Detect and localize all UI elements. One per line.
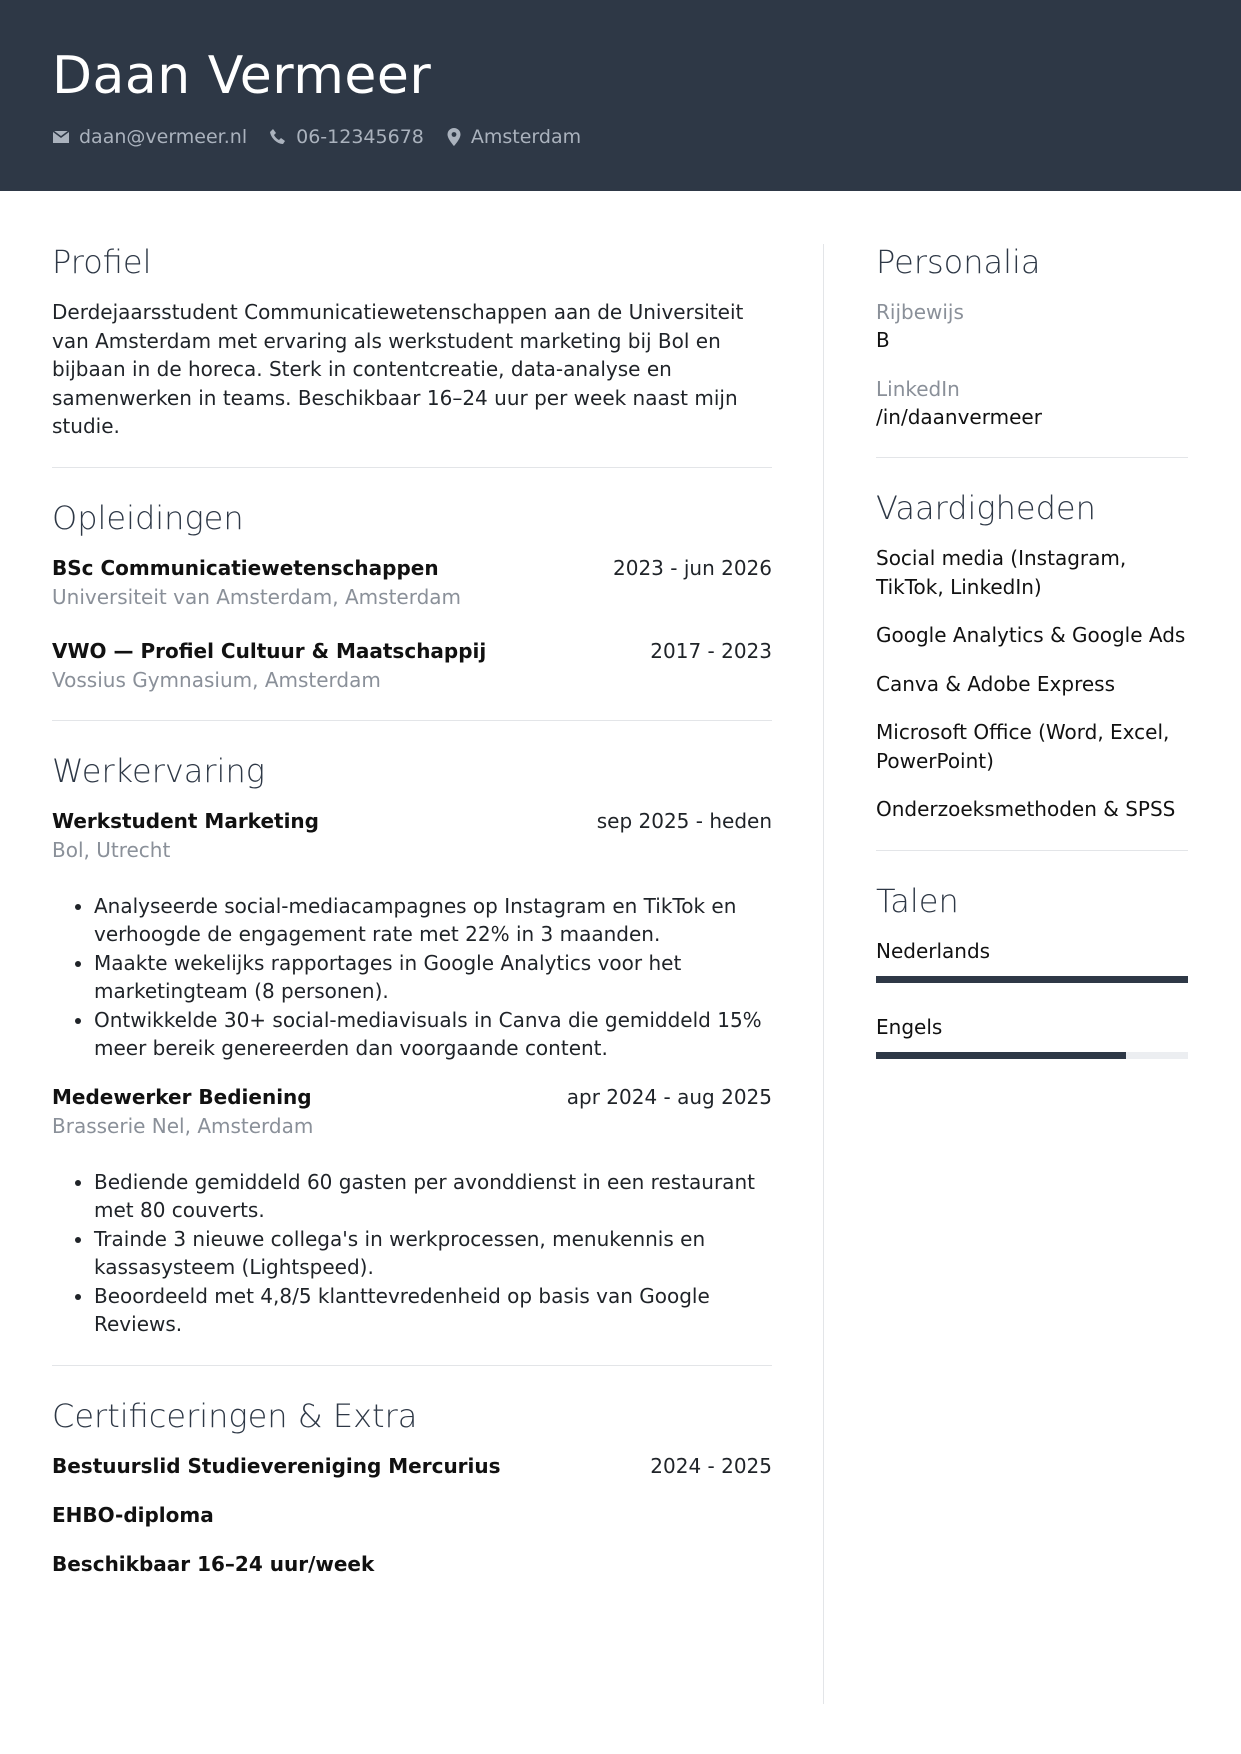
experience-entry: [52, 807, 772, 1063]
education-section: [52, 500, 772, 694]
education-institution: Vossius Gymnasium, Amsterdam: [52, 667, 381, 692]
job-bullet: • Trainde 3 nieuwe collega's in werkprocessen, menukennis en kassasysteem (Lightspeed).: [94, 1225, 772, 1282]
profile-section: [52, 244, 772, 441]
job-bullet: • Ontwikkelde 30+ social-mediavisuals in Canva die gemiddeld 15% meer bereik genereerden dan voorgaande content.: [94, 1006, 772, 1063]
job-bullet: • Analyseerde social-mediacampagnes op Instagram en TikTok en verhoogde de engagement rate met 22% in 3 maanden.: [94, 892, 772, 949]
section-title-education: Opleidingen: [52, 498, 244, 537]
header: [0, 0, 1241, 191]
job-bullets: [52, 892, 772, 1063]
language-level-fill: [876, 976, 1188, 983]
side-column: [876, 244, 1188, 1089]
job-title: Medewerker Bediening: [52, 1084, 312, 1109]
skill-item: Onderzoeksmethoden & SPSS: [876, 797, 1176, 821]
education-title: VWO — Profiel Cultuur & Maatschappij: [52, 638, 487, 663]
phone-icon: [269, 128, 287, 146]
contact-row: [52, 126, 1189, 148]
job-bullets: [52, 1168, 772, 1339]
section-title-profile: Profiel: [52, 243, 152, 281]
section-title-experience: Werkervaring: [52, 751, 265, 790]
education-entry: [52, 554, 772, 611]
language-level-bar: [876, 1052, 1188, 1059]
candidate-name: Daan Vermeer: [52, 46, 432, 106]
job-date: apr 2024 - aug 2025: [566, 1084, 772, 1109]
education-institution: Universiteit van Amsterdam, Amsterdam: [52, 584, 462, 609]
personalia-section: [876, 244, 1188, 431]
education-entry: [52, 637, 772, 694]
contact-location: [446, 126, 581, 148]
job-employer: Bol, Utrecht: [52, 837, 171, 862]
skill-item: Google Analytics & Google Ads: [876, 623, 1186, 647]
email-text[interactable]: daan@vermeer.nl: [79, 126, 248, 148]
field-label: LinkedIn: [876, 377, 960, 401]
column-divider: [823, 244, 824, 1704]
field-value: B: [876, 328, 890, 352]
skill-item: Canva & Adobe Express: [876, 671, 1116, 696]
section-divider: [52, 467, 772, 468]
extras-section: [52, 1398, 772, 1578]
language-level-bar: [876, 976, 1188, 983]
section-divider: [876, 850, 1188, 851]
contact-phone: [269, 126, 424, 148]
map-pin-icon: [446, 127, 462, 147]
phone-text[interactable]: 06-12345678: [296, 126, 424, 148]
language-name: Engels: [876, 1014, 943, 1039]
job-bullet: • Bediende gemiddeld 60 gasten per avonddienst in een restaurant met 80 couverts.: [94, 1168, 772, 1225]
contact-email: [52, 126, 247, 148]
education-title: BSc Communicatiewetenschappen: [52, 555, 439, 580]
field-label: Rijbewijs: [876, 300, 964, 324]
skills-section: [876, 490, 1188, 824]
main-column: [52, 244, 772, 1599]
section-divider: [52, 1365, 772, 1366]
section-title-personalia: Personalia: [876, 243, 1041, 281]
language-name: Nederlands: [876, 938, 991, 963]
extra-title: Bestuurslid Studievereniging Mercurius: [52, 1453, 501, 1478]
envelope-icon: [52, 130, 70, 144]
job-date: sep 2025 - heden: [596, 808, 772, 833]
extra-item: Beschikbaar 16–24 uur/week: [52, 1551, 375, 1576]
languages-section: [876, 883, 1188, 1059]
job-employer: Brasserie Nel, Amsterdam: [52, 1113, 314, 1138]
experience-section: [52, 753, 772, 1339]
experience-entry: [52, 1083, 772, 1339]
skill-item: Social media (Instagram, TikTok, LinkedIn): [876, 546, 1127, 599]
extra-item: EHBO-diploma: [52, 1502, 214, 1527]
job-bullet: • Beoordeeld met 4,8/5 klanttevredenheid op basis van Google Reviews.: [94, 1282, 772, 1339]
field-value[interactable]: /in/daanvermeer: [876, 405, 1042, 429]
education-date: 2017 - 2023: [650, 638, 772, 663]
section-divider: [876, 457, 1188, 458]
location-text: Amsterdam: [470, 126, 582, 148]
education-date: 2023 - jun 2026: [613, 555, 772, 580]
skill-item: Microsoft Office (Word, Excel, PowerPoint): [876, 720, 1170, 773]
job-title: Werkstudent Marketing: [52, 808, 319, 833]
extra-date: 2024 - 2025: [650, 1453, 772, 1478]
profile-text: Derdejaarsstudent Communicatiewetenschappen aan de Universiteit van Amsterdam met ervaring als werkstudent marketing bij Bol en bijbaan in de horeca. Sterk in contentcreatie, data-analyse en samenwerken in teams. Beschikbaar 16–24 uur per week naast mijn studie.: [52, 300, 744, 438]
language-level-fill: [876, 1052, 1126, 1059]
section-divider: [52, 720, 772, 721]
section-title-languages: Talen: [876, 881, 959, 920]
job-bullet: • Maakte wekelijks rapportages in Google Analytics voor het marketingteam (8 personen).: [94, 949, 772, 1006]
section-title-skills: Vaardigheden: [876, 489, 1096, 527]
section-title-extras: Certificeringen & Extra: [52, 1396, 418, 1435]
extra-item: [52, 1452, 772, 1480]
